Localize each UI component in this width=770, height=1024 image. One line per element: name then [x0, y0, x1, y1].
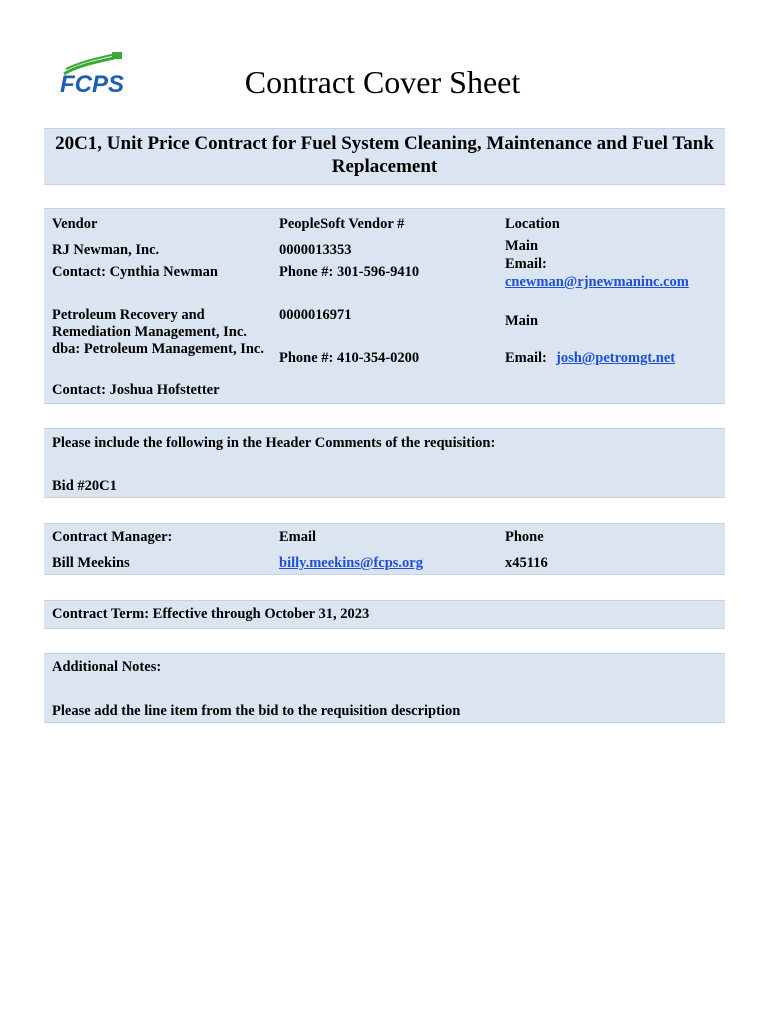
location-header: Location [505, 216, 560, 232]
vendor-name: Petroleum Recovery and Remediation Management, Inc. dba: Petroleum Management, Inc. [52, 307, 264, 357]
vendor-email-link[interactable]: josh@petromgt.net [556, 350, 676, 366]
vendor-name: RJ Newman, Inc. [52, 242, 160, 258]
vendor-email-link[interactable]: cnewman@rjnewmaninc.com [505, 274, 689, 290]
email-header: Email [279, 529, 317, 545]
vendor-table [44, 208, 725, 404]
page-title: Contract Cover Sheet [244, 64, 521, 100]
vendor-contact: Contact: Cynthia Newman [52, 264, 218, 280]
manager-email-link[interactable]: billy.meekins@fcps.org [279, 555, 423, 571]
vendor-header: Vendor [52, 216, 98, 232]
header-comments-instruction: Please include the following in the Header Comments of the requisition: [52, 435, 496, 451]
vendor-location: Main [505, 313, 539, 329]
vendor-contact: Contact: Joshua Hofstetter [52, 382, 220, 398]
additional-notes-text: Please add the line item from the bid to the requisition description [52, 703, 461, 719]
manager-header: Contract Manager: [52, 529, 173, 545]
svg-text:FCPS: FCPS [60, 71, 125, 96]
manager-phone: x45116 [505, 555, 548, 571]
contract-term: Contract Term: Effective through October 31, 2023 [52, 606, 370, 622]
vendor-phone: Phone #: 301-596-9410 [279, 264, 420, 280]
bid-number: Bid #20C1 [52, 478, 117, 494]
fcps-logo [56, 52, 128, 96]
vendor-email-label: Email: [505, 350, 547, 366]
vendor-phone: Phone #: 410-354-0200 [279, 350, 420, 366]
contract-title: 20C1, Unit Price Contract for Fuel System Cleaning, Maintenance and Fuel Tank Replacement [55, 133, 714, 177]
vendor-location: Main [505, 238, 539, 254]
vendor-email-label: Email: [505, 256, 547, 272]
peoplesoft-header: PeopleSoft Vendor # [279, 216, 405, 232]
manager-name: Bill Meekins [52, 555, 130, 571]
vendor-number: 0000016971 [279, 307, 352, 323]
phone-header: Phone [505, 529, 544, 545]
vendor-number: 0000013353 [279, 242, 352, 258]
additional-notes-label: Additional Notes: [52, 659, 162, 675]
